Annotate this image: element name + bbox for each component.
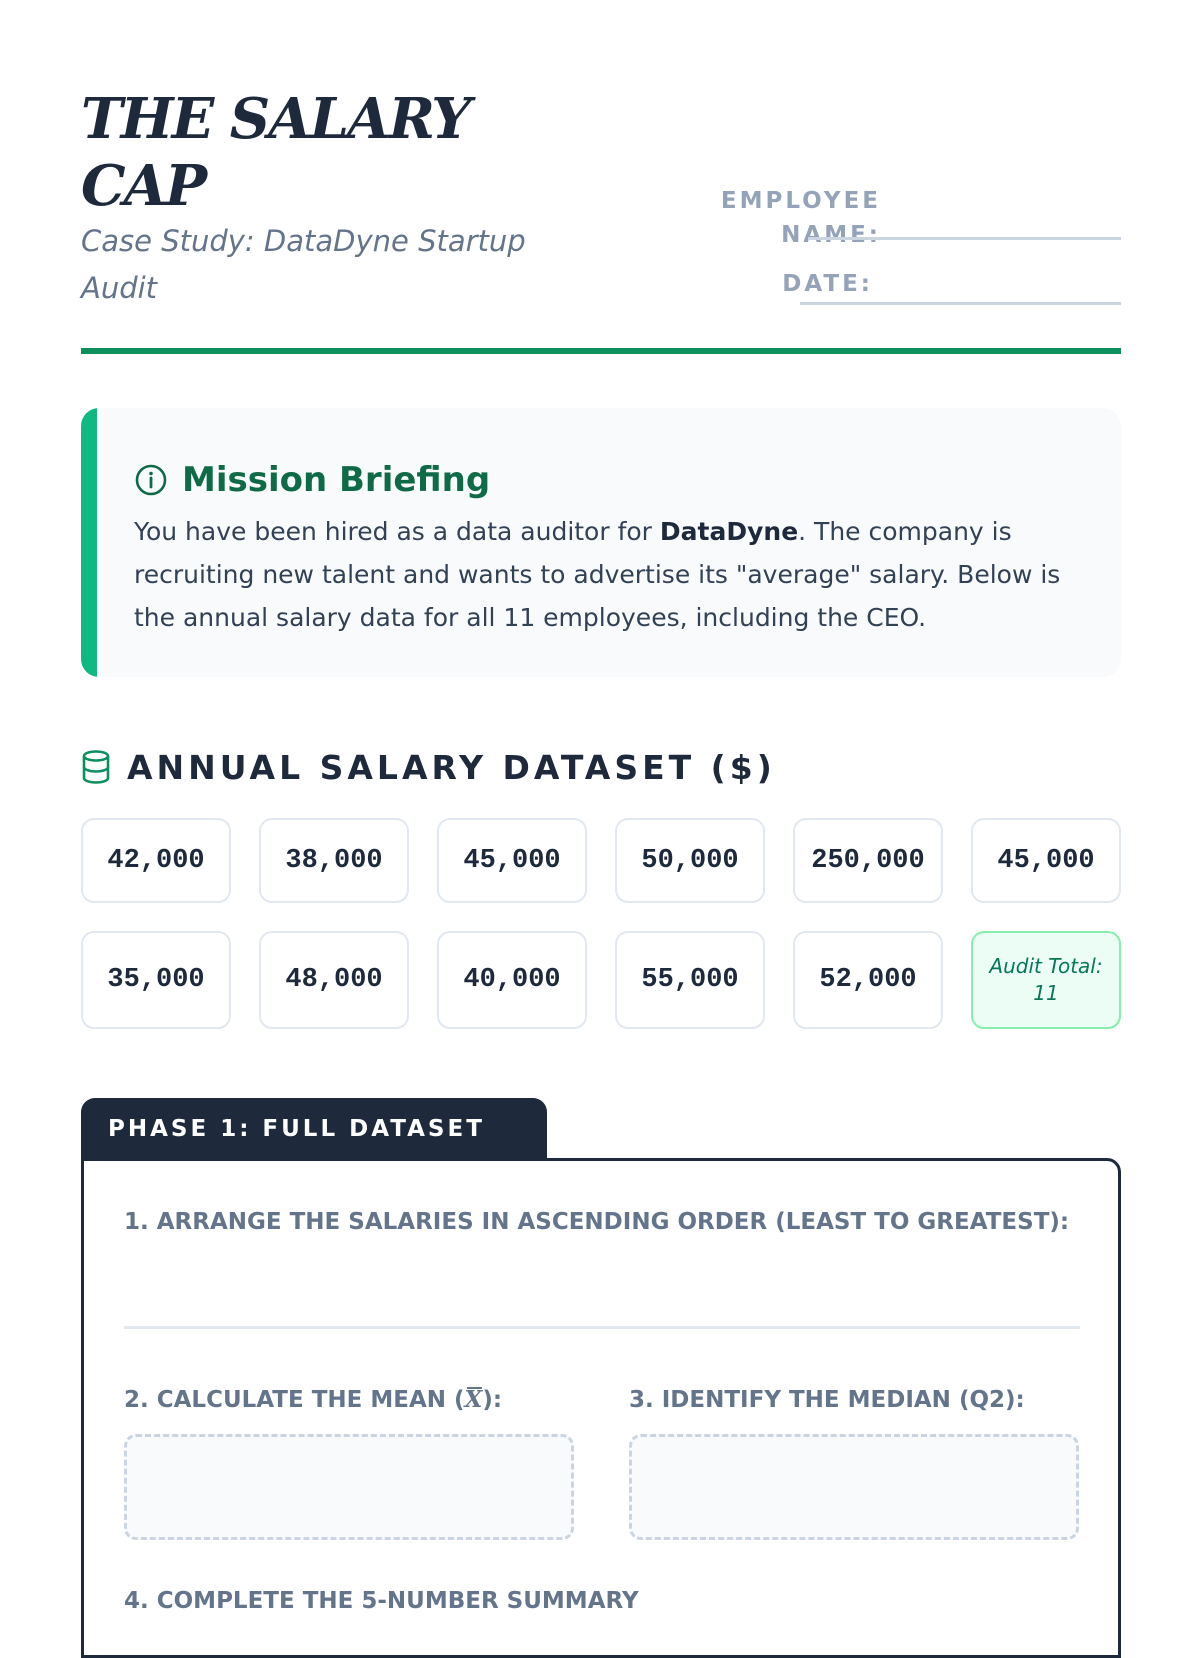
employee-name-field[interactable] bbox=[808, 237, 1121, 240]
briefing-text bbox=[134, 510, 1074, 639]
header-divider bbox=[81, 348, 1121, 354]
salary-cell: 250,000 bbox=[793, 818, 943, 903]
worksheet-title: THE SALARY CAP bbox=[81, 86, 470, 219]
briefing-text-part2: . The company is recruiting new talent and wants to advertise its "average" salary. Below is the annual salary data for all 11 employees, including the CEO. bbox=[134, 517, 1061, 632]
salary-cell: 45,000 bbox=[971, 818, 1121, 903]
salary-cell: 45,000 bbox=[437, 818, 587, 903]
phase-1-tab: PHASE 1: FULL DATASET bbox=[81, 1098, 547, 1160]
dataset-header bbox=[81, 740, 776, 794]
salary-cell: 35,000 bbox=[81, 931, 231, 1029]
salary-cell: 52,000 bbox=[793, 931, 943, 1029]
salary-cell: 50,000 bbox=[615, 818, 765, 903]
x-bar-symbol: X bbox=[465, 1383, 483, 1417]
salary-cell: 48,000 bbox=[259, 931, 409, 1029]
question-1-answer-line[interactable] bbox=[124, 1326, 1080, 1329]
info-circle-icon bbox=[134, 463, 168, 497]
date-field[interactable] bbox=[800, 302, 1121, 305]
date-label: DATE: bbox=[782, 271, 873, 297]
briefing-title: Mission Briefing bbox=[182, 460, 491, 500]
briefing-accent-bar bbox=[81, 408, 97, 677]
database-icon bbox=[81, 750, 111, 784]
salary-cell: 38,000 bbox=[259, 818, 409, 903]
employee-name-label: EMPLOYEE NAME: bbox=[720, 188, 881, 248]
briefing-header bbox=[134, 450, 490, 510]
dataset-title: ANNUAL SALARY DATASET ($) bbox=[127, 747, 776, 787]
salary-cell: 40,000 bbox=[437, 931, 587, 1029]
audit-total-badge: Audit Total: 11 bbox=[971, 931, 1121, 1029]
worksheet-subtitle: Case Study: DataDyne Startup Audit bbox=[81, 224, 526, 305]
question-2-suffix: ): bbox=[482, 1387, 503, 1413]
worksheet-page bbox=[81, 0, 1121, 1614]
question-2-label bbox=[124, 1383, 502, 1417]
salary-cell: 55,000 bbox=[615, 931, 765, 1029]
mean-answer-box[interactable] bbox=[124, 1434, 574, 1540]
median-answer-box[interactable] bbox=[629, 1434, 1079, 1540]
briefing-company-name: DataDyne bbox=[659, 517, 799, 546]
mission-briefing-card bbox=[81, 408, 1121, 677]
worksheet-header bbox=[81, 80, 1121, 350]
question-2-prefix: 2. CALCULATE THE MEAN ( bbox=[124, 1387, 465, 1413]
question-3-label: 3. IDENTIFY THE MEDIAN (Q2): bbox=[629, 1387, 1025, 1413]
briefing-text-part1: You have been hired as a data auditor for bbox=[134, 517, 660, 546]
question-4-label: 4. COMPLETE THE 5-NUMBER SUMMARY bbox=[124, 1588, 639, 1614]
question-1-label: 1. ARRANGE THE SALARIES IN ASCENDING ORDER (LEAST TO GREATEST): bbox=[124, 1209, 1070, 1235]
salary-cell: 42,000 bbox=[81, 818, 231, 903]
phase-1-section bbox=[81, 1158, 1121, 1658]
salary-grid bbox=[81, 818, 1121, 1029]
